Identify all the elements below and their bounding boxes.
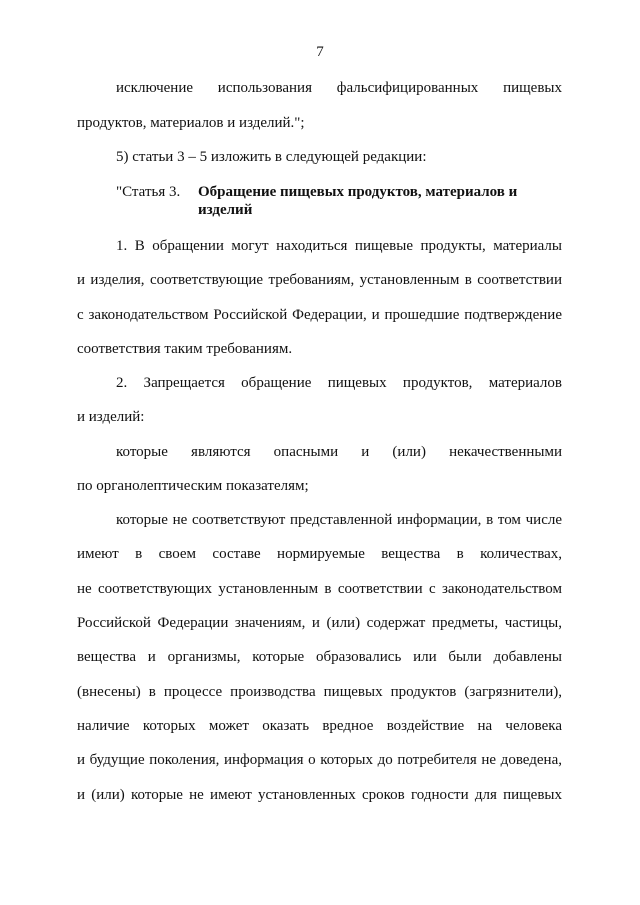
text-line: (внесены) в процессе производства пищевых продуктов (загрязнители), bbox=[77, 684, 562, 700]
article-title-line: изделий bbox=[198, 202, 253, 218]
page-number: 7 bbox=[316, 44, 324, 60]
text-line: которые являются опасными и (или) некачественными bbox=[116, 444, 562, 460]
text-line: с законодательством Российской Федерации, и прошедшие подтверждение bbox=[77, 307, 562, 323]
text-line: которые не соответствуют представленной информации, в том числе bbox=[116, 512, 562, 528]
text-line: 5) статьи 3 – 5 изложить в следующей редакции: bbox=[116, 149, 427, 165]
article-title bbox=[198, 183, 517, 219]
text-line: и (или) которые не имеют установленных сроков годности для пищевых bbox=[77, 787, 562, 803]
text-line: и будущие поколения, информация о которых до потребителя не доведена, bbox=[77, 752, 562, 768]
article-title-line: Обращение пищевых продуктов, материалов и bbox=[198, 184, 518, 200]
text-line: исключение использования фальсифицированных пищевых bbox=[116, 80, 562, 96]
text-line: и изделий: bbox=[77, 409, 145, 425]
text-line: по органолептическим показателям; bbox=[77, 478, 309, 494]
text-line: 1. В обращении могут находиться пищевые продукты, материалы bbox=[116, 238, 562, 254]
text-line: соответствия таким требованиям. bbox=[77, 341, 293, 357]
text-line: Российской Федерации значениям, и (или) содержат предметы, частицы, bbox=[77, 615, 562, 631]
text-line: 2. Запрещается обращение пищевых продуктов, материалов bbox=[116, 375, 562, 391]
text-line: продуктов, материалов и изделий."; bbox=[77, 115, 305, 131]
article-label: "Статья 3. bbox=[116, 184, 181, 200]
text-line: наличие которых может оказать вредное воздействие на человека bbox=[77, 718, 562, 734]
text-line: имеют в своем составе нормируемые вещества в количествах, bbox=[77, 546, 562, 562]
text-line: и изделия, соответствующие требованиям, установленным в соответствии bbox=[77, 272, 562, 288]
text-line: не соответствующих установленным в соответствии с законодательством bbox=[77, 581, 562, 597]
text-line: вещества и организмы, которые образовались или были добавлены bbox=[77, 649, 562, 665]
